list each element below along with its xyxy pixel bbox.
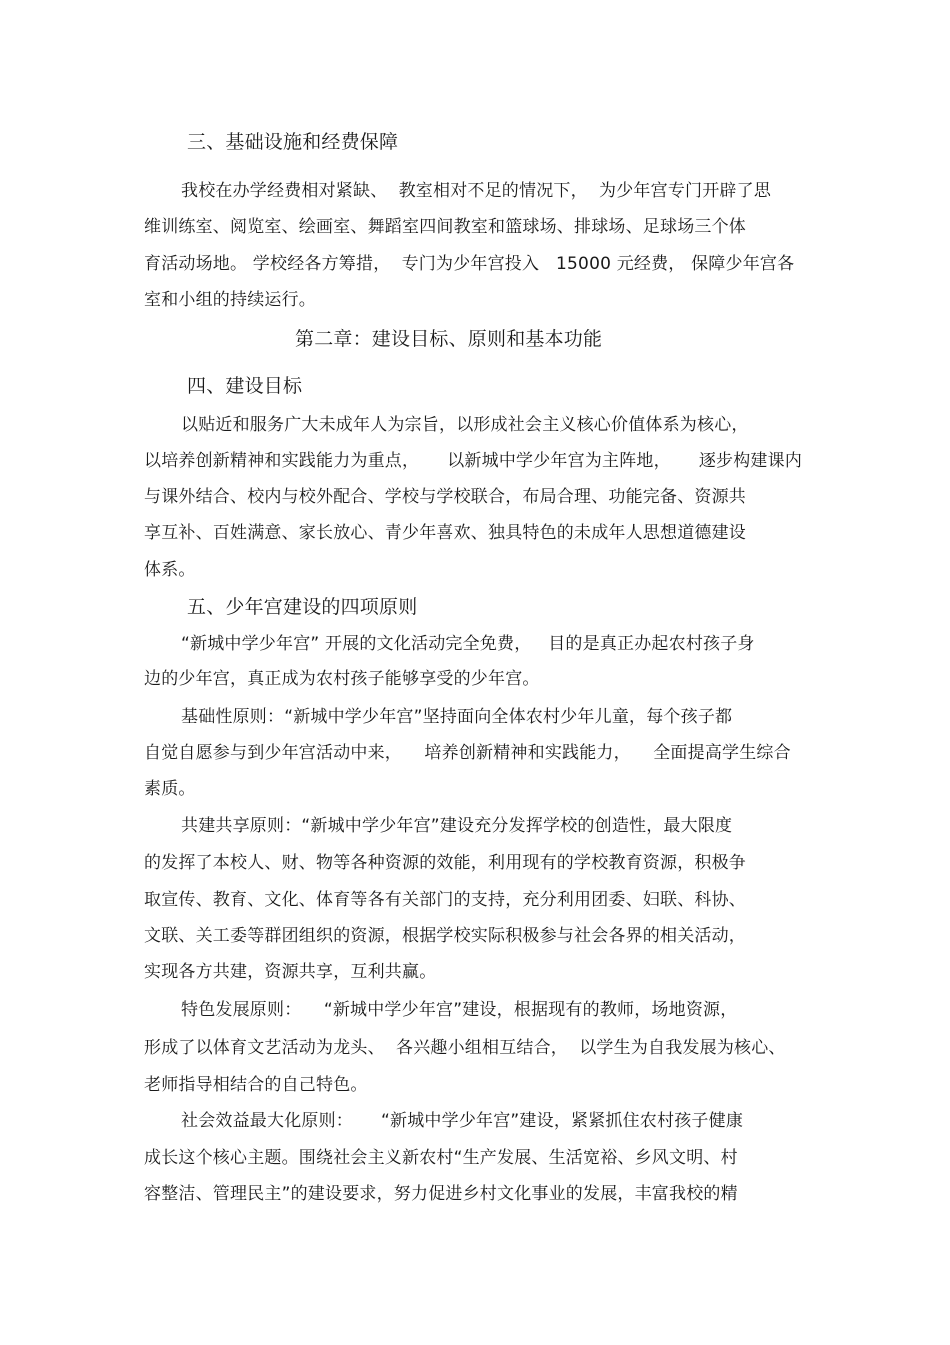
paragraph-line: 我校在办学经费相对紧缺、 教室相对不足的情况下， 为少年宫专门开辟了思 bbox=[181, 181, 772, 201]
paragraph-line: 以贴近和服务广大未成年人为宗旨，以形成社会主义核心价值体系为核心， bbox=[181, 415, 749, 435]
paragraph-line: 与课外结合、校内与校外配合、学校与学校联合，布局合理、功能完备、资源共 bbox=[144, 487, 746, 507]
paragraph-line: 基础性原则：“新城中学少年宫”坚持面向全体农村少年儿童，每个孩子都 bbox=[181, 707, 733, 727]
paragraph-line: 育活动场地。 学校经各方筹措， 专门为少年宫投入 15000 元经费， 保障少年宫各 bbox=[144, 254, 795, 274]
section-3-heading: 三、基础设施和经费保障 bbox=[187, 131, 399, 153]
paragraph-line: 形成了以体育文艺活动为龙头、 各兴趣小组相互结合， 以学生为自我发展为核心、 bbox=[144, 1038, 786, 1058]
paragraph-line: 老师指导相结合的自己特色。 bbox=[144, 1075, 368, 1095]
paragraph-line: 文联、关工委等群团组织的资源，根据学校实际积极参与社会各界的相关活动， bbox=[144, 926, 746, 946]
paragraph-line: 自觉自愿参与到少年宫活动中来， 培养创新精神和实践能力， 全面提高学生综合 bbox=[144, 743, 791, 763]
section-5-heading: 五、少年宫建设的四项原则 bbox=[187, 596, 418, 618]
paragraph-line: 特色发展原则： “新城中学少年宫”建设，根据现有的教师，场地资源， bbox=[181, 1000, 738, 1020]
paragraph-line: 享互补、百姓满意、家长放心、青少年喜欢、独具特色的未成年人思想道德建设 bbox=[144, 523, 746, 543]
paragraph-line: 取宣传、教育、文化、体育等各有关部门的支持，充分利用团委、妇联、科协、 bbox=[144, 890, 746, 910]
chapter-2-heading: 第二章：建设目标、原则和基本功能 bbox=[295, 328, 603, 350]
paragraph-line: 室和小组的持续运行。 bbox=[144, 290, 316, 310]
paragraph-line: 的发挥了本校人、财、物等各种资源的效能，利用现有的学校教育资源，积极争 bbox=[144, 853, 746, 873]
paragraph-line: 容整洁、管理民主”的建设要求，努力促进乡村文化事业的发展，丰富我校的精 bbox=[144, 1184, 738, 1204]
section-4-heading: 四、建设目标 bbox=[187, 375, 303, 397]
paragraph-line: “新城中学少年宫” 开展的文化活动完全免费， 目的是真正办起农村孩子身 bbox=[181, 634, 755, 654]
paragraph-line: 以培养创新精神和实践能力为重点， 以新城中学少年宫为主阵地， 逐步构建课内 bbox=[144, 451, 803, 471]
paragraph-line: 边的少年宫，真正成为农村孩子能够享受的少年宫。 bbox=[144, 669, 540, 689]
paragraph-line: 成长这个核心主题。围绕社会主义新农村“生产发展、生活宽裕、乡风文明、村 bbox=[144, 1148, 738, 1168]
paragraph-line: 实现各方共建，资源共享，互利共赢。 bbox=[144, 962, 437, 982]
paragraph-line: 素质。 bbox=[144, 779, 196, 799]
paragraph-line: 体系。 bbox=[144, 560, 196, 580]
paragraph-line: 社会效益最大化原则： “新城中学少年宫”建设，紧紧抓住农村孩子健康 bbox=[181, 1111, 744, 1131]
paragraph-line: 共建共享原则：“新城中学少年宫”建设充分发挥学校的创造性，最大限度 bbox=[181, 816, 733, 836]
paragraph-line: 维训练室、阅览室、绘画室、舞蹈室四间教室和篮球场、排球场、足球场三个体 bbox=[144, 217, 746, 237]
